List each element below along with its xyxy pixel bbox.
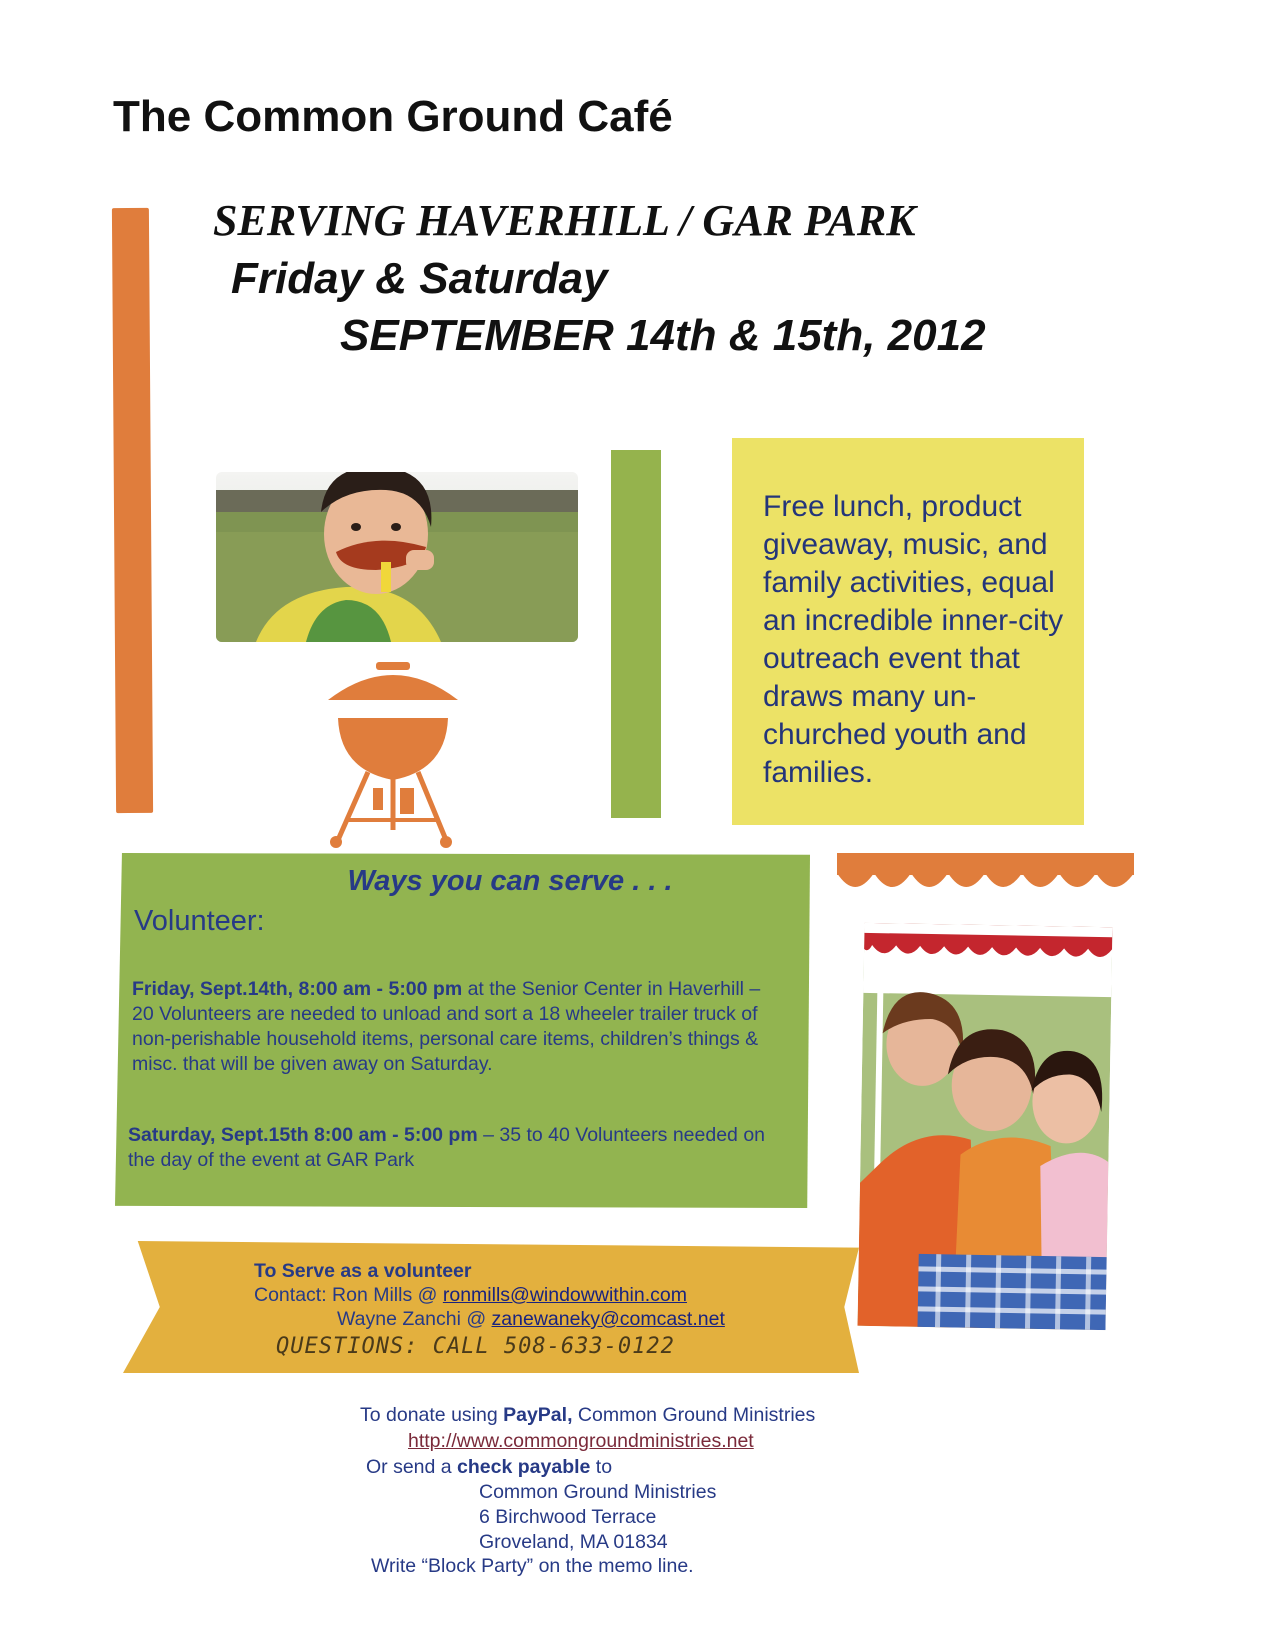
contact-heading: To Serve as a volunteer: [254, 1260, 472, 1282]
friday-time: Friday, Sept.14th, 8:00 am - 5:00 pm: [132, 978, 463, 1000]
questions-phone: QUESTIONS: CALL 508-633-0122: [276, 1334, 675, 1359]
contact-wayne-label: Wayne Zanchi @: [337, 1308, 492, 1330]
friday-details: [132, 977, 782, 1077]
event-dates: SEPTEMBER 14th & 15th, 2012: [340, 311, 986, 360]
ron-email-link[interactable]: ronmills@windowwithin.com: [442, 1284, 687, 1306]
saturday-time: Saturday, Sept.15th 8:00 am - 5:00 pm: [128, 1124, 478, 1146]
contact-ron-label: Contact: Ron Mills @: [254, 1284, 443, 1306]
orange-decor-bar: [112, 208, 153, 813]
wayne-email-link[interactable]: zanewaneky@comcast.net: [491, 1308, 725, 1330]
green-decor-bar: [611, 450, 661, 818]
address-line-street: 6 Birchwood Terrace: [479, 1506, 657, 1528]
check-prefix: Or send a: [366, 1456, 458, 1478]
friday-description: at the Senior Center in Haverhill – 20 Volunteers are needed to unload and sort a 18 wheeler trailer truck of non-perishable household items, personal care items, children’s things & misc. that will be given away on Saturday.: [132, 978, 761, 1075]
mailing-address: [479, 1480, 716, 1555]
donate-prefix: To donate using: [360, 1404, 504, 1426]
ministry-url-link[interactable]: http://www.commongroundministries.net: [408, 1430, 754, 1452]
boy-eating-photo: [216, 472, 578, 642]
address-line-city: Groveland, MA 01834: [479, 1531, 668, 1553]
kids-lemonade-photo: [858, 923, 1113, 1330]
event-days: Friday & Saturday: [231, 254, 608, 303]
page-title: The Common Ground Café: [113, 92, 673, 141]
memo-note: Write “Block Party” on the memo line.: [371, 1555, 694, 1577]
donate-org: Common Ground Ministries: [572, 1404, 816, 1426]
paypal-label: PayPal,: [503, 1404, 573, 1426]
grill-icon: [318, 660, 468, 850]
contact-line-wayne: [337, 1308, 725, 1331]
donate-check-line: [366, 1456, 612, 1479]
donate-paypal-line: [360, 1404, 815, 1427]
contact-line-ron: [254, 1284, 687, 1307]
serving-location: SERVING HAVERHILL / GAR PARK: [213, 196, 916, 245]
volunteer-label: Volunteer:: [134, 905, 265, 937]
saturday-description: – 35 to 40 Volunteers needed on the day of the event at GAR Park: [128, 1124, 766, 1171]
saturday-details: [128, 1123, 778, 1173]
address-line-name: Common Ground Ministries: [479, 1481, 717, 1503]
check-suffix: to: [590, 1456, 613, 1478]
promo-text: Free lunch, product giveaway, music, and family activities, equal an incredible inner-city outreach event that draws many un-churched youth and families.: [763, 490, 1064, 789]
check-payable-label: check payable: [457, 1456, 591, 1478]
awning-icon: [837, 853, 1134, 901]
serve-heading: Ways you can serve . . .: [347, 865, 673, 897]
